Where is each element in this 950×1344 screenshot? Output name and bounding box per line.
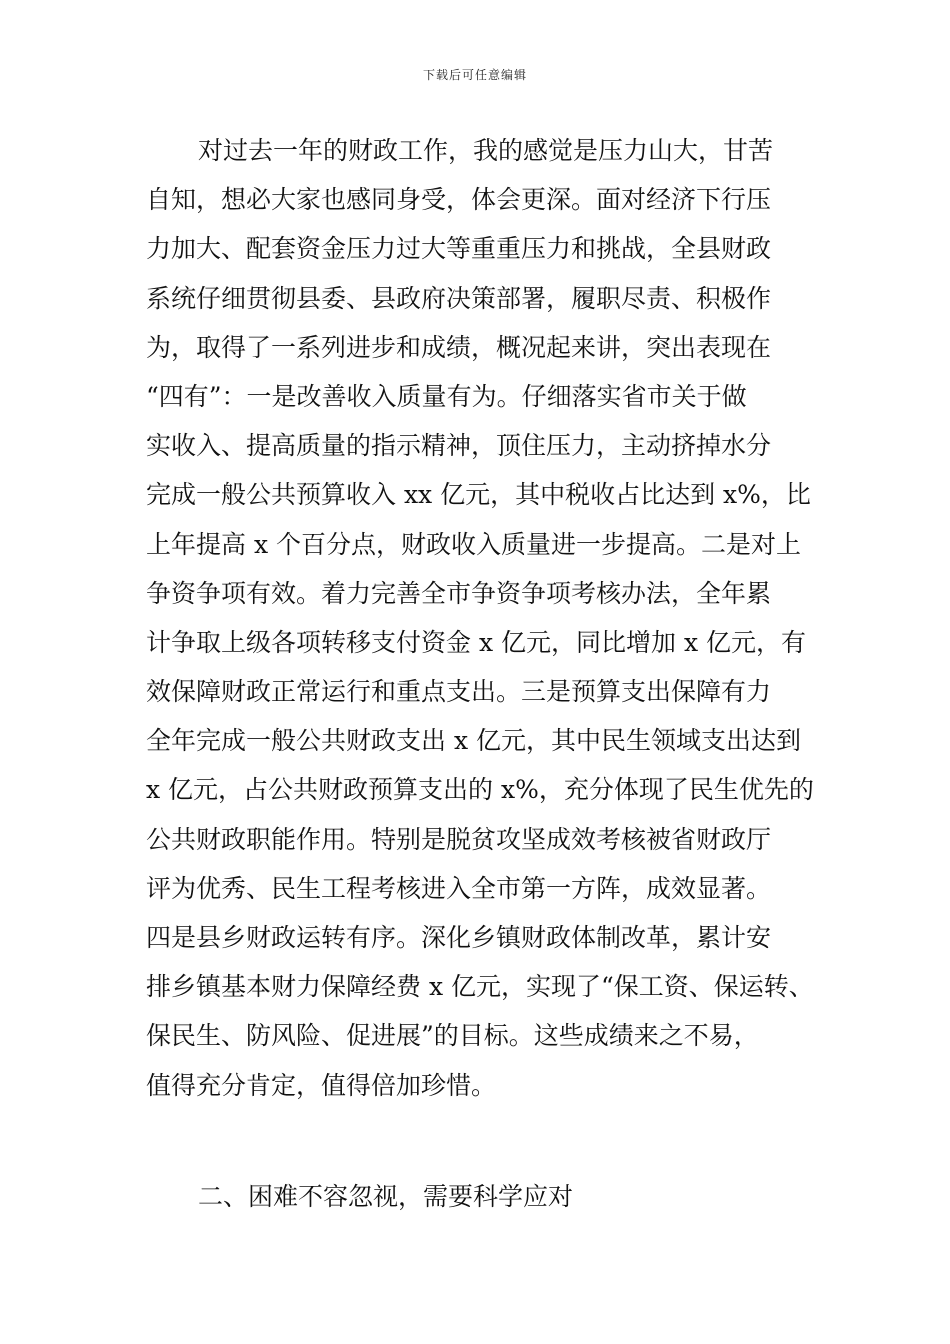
- paragraph-line: 对过去一年的财政工作，我的感觉是压力山大，甘苦: [198, 136, 774, 165]
- paragraph-line: 评为优秀、民生工程考核进入全市第一方阵，成效显著。: [146, 873, 772, 903]
- paragraph-line: 排乡镇基本财力保障经费 x 亿元，实现了“保工资、保运转、: [146, 972, 814, 1002]
- download-note: 下载后可任意编辑: [422, 68, 527, 82]
- paragraph-line: 系统仔细贯彻县委、县政府决策部署，履职尽责、积极作: [146, 283, 772, 313]
- paragraph-line: 上年提高 x 个百分点，财政收入质量进一步提高。二是对上: [146, 529, 801, 559]
- paragraph-line: 力加大、配套资金压力过大等重重压力和挑战，全县财政: [146, 234, 772, 264]
- paragraph-line: 自知，想必大家也感同身受，体会更深。面对经济下行压: [146, 185, 772, 215]
- paragraph-line: 争资争项有效。着力完善全市争资争项考核办法，全年累: [146, 578, 772, 608]
- paragraph-line: 全年完成一般公共财政支出 x 亿元，其中民生领域支出达到: [146, 726, 801, 756]
- paragraph-line: 效保障财政正常运行和重点支出。三是预算支出保障有力: [146, 677, 772, 707]
- paragraph-line: 公共财政职能作用。特别是脱贫攻坚成效考核被省财政厅: [146, 824, 772, 854]
- paragraph-line: 值得充分肯定，值得倍加珍惜。: [146, 1070, 497, 1100]
- paragraph-line: x 亿元，占公共财政预算支出的 x%，充分体现了民生优先的: [146, 775, 814, 805]
- paragraph-line: 四是县乡财政运转有序。深化乡镇财政体制改革，累计安: [146, 923, 772, 952]
- section-heading: 二、困难不容忽视，需要科学应对: [198, 1182, 574, 1211]
- paragraph-line: 完成一般公共预算收入 xx 亿元，其中税收占比达到 x%，比: [146, 480, 811, 510]
- paragraph-line: “四有”：一是改善收入质量有为。仔细落实省市关于做: [146, 381, 747, 411]
- paragraph-line: 保民生、防风险、促进展”的目标。这些成绩来之不易，: [146, 1021, 759, 1051]
- paragraph-line: 为，取得了一系列进步和成绩，概况起来讲，突出表现在: [146, 332, 772, 362]
- paragraph-line: 实收入、提高质量的指示精神，顶住压力，主动挤掉水分: [146, 431, 772, 461]
- body-paragraph: [146, 126, 826, 1110]
- paragraph-line: 计争取上级各项转移支付资金 x 亿元，同比增加 x 亿元，有: [146, 627, 806, 657]
